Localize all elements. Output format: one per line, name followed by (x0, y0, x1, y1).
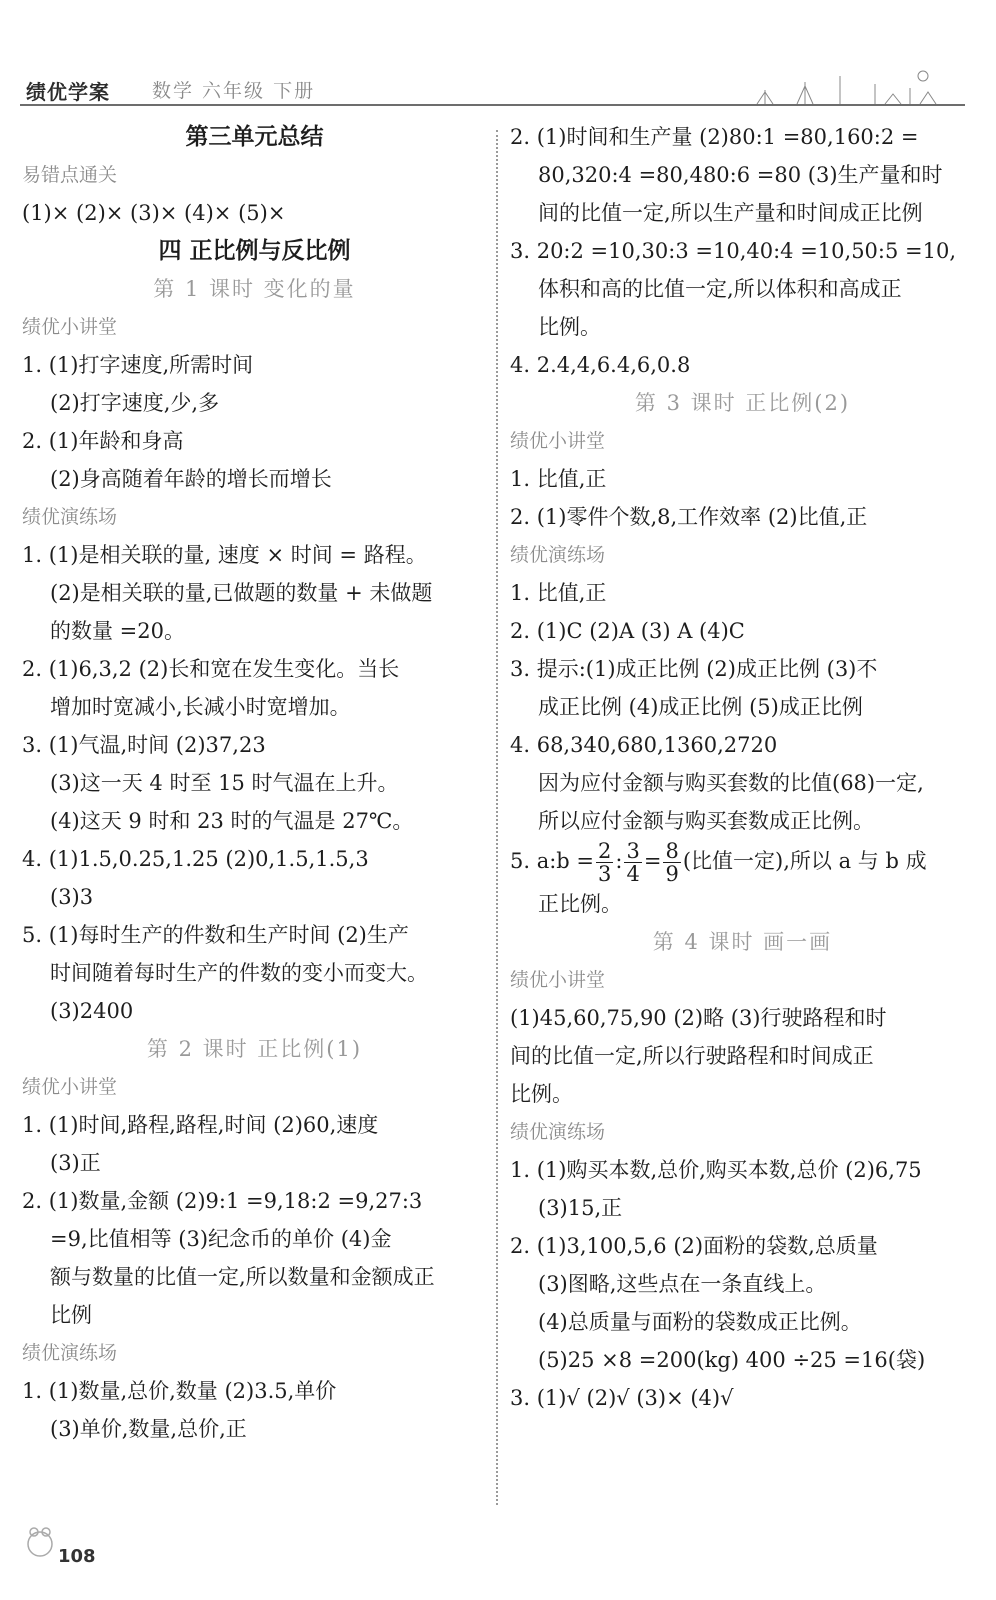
subsection-label: 绩优小讲堂 (510, 969, 606, 991)
book-brand: 绩优学案 (26, 80, 110, 104)
fraction (596, 840, 613, 885)
answer-line-indented: (3)正 (50, 1151, 101, 1175)
mascot-icon (20, 1520, 60, 1560)
subsection-label: 绩优小讲堂 (510, 430, 606, 452)
answer-line: 1. (1)时间,路程,路程,时间 (2)60,速度 (22, 1113, 379, 1137)
answer-line: 2. (1)C (2)A (3) A (4)C (510, 619, 745, 643)
answer-line: 1. 比值,正 (510, 581, 607, 605)
answer-line-indented: 比例 (50, 1303, 92, 1327)
answer-line: 1. (1)数量,总价,数量 (2)3.5,单价 (22, 1379, 337, 1403)
answer-line: (1)45,60,75,90 (2)略 (3)行驶路程和时 (510, 1006, 887, 1030)
lesson-heading: 第 2 课时 正比例(1) (146, 1037, 363, 1061)
answer-line: (1)× (2)× (3)× (4)× (5)× (22, 201, 286, 225)
answer-line: 1. (1)打字速度,所需时间 (22, 353, 254, 377)
subsection-label: 绩优小讲堂 (22, 1076, 118, 1098)
answer-line: 2. (1)时间和生产量 (2)80:1 =80,160:2 = (510, 125, 919, 149)
answer-line: 3. (1)√ (2)√ (3)× (4)√ (510, 1386, 734, 1410)
answer-line-indented: (2)打字速度,少,多 (50, 391, 220, 415)
answer-line-indented: (3)图略,这些点在一条直线上。 (538, 1272, 827, 1296)
page-number: 108 (58, 1546, 96, 1567)
answer-line: 1. (1)购买本数,总价,购买本数,总价 (2)6,75 (510, 1158, 922, 1182)
answer-line-indented: 因为应付金额与购买套数的比值(68)一定, (538, 771, 924, 795)
answer-line-indented: 比例。 (538, 315, 601, 339)
fraction-numerator: 8 (665, 839, 679, 863)
answer-line-indented: (2)是相关联的量,已做题的数量 + 未做题 (50, 581, 433, 605)
answer-line-indented: (3)2400 (50, 999, 134, 1023)
answer-line-indented: 80,320:4 =80,480:6 =80 (3)生产量和时 (538, 163, 943, 187)
subsection-label: 绩优演练场 (510, 544, 606, 566)
answer-line-indented: 的数量 =20。 (50, 619, 185, 643)
section-title: 第三单元总结 (185, 124, 324, 150)
answer-line: 4. (1)1.5,0.25,1.25 (2)0,1.5,1.5,3 (22, 847, 369, 871)
subsection-label: 易错点通关 (22, 164, 118, 186)
page-footer (20, 1520, 140, 1580)
answer-line-indented: 所以应付金额与购买套数成正比例。 (538, 809, 874, 833)
subsection-label: 绩优演练场 (22, 506, 118, 528)
right-column (510, 118, 975, 1417)
answer-line-indented: 正比例。 (538, 892, 622, 916)
header-rule (20, 104, 965, 106)
answer-line-indented: 时间随着每时生产的件数的变小而变大。 (50, 961, 428, 985)
answer-line: 4. 2.4,4,6.4,6,0.8 (510, 353, 691, 377)
answer-line-indented: 成正比例 (4)成正比例 (5)成正比例 (538, 695, 863, 719)
answer-line-indented: (3)这一天 4 时至 15 时气温在上升。 (50, 771, 399, 795)
fraction (663, 840, 680, 885)
subsection-label: 绩优演练场 (22, 1342, 118, 1364)
answer-line-indented: 增加时宽减小,长减小时宽增加。 (50, 695, 351, 719)
answer-line: 2. (1)零件个数,8,工作效率 (2)比值,正 (510, 505, 868, 529)
answer-line-fraction (510, 840, 975, 885)
fraction-denominator: 4 (626, 862, 640, 886)
answer-line: 3. 20:2 =10,30:3 =10,40:4 =10,50:5 =10, (510, 239, 957, 263)
answer-line-indented: (4)总质量与面粉的袋数成正比例。 (538, 1310, 862, 1334)
book-subject: 数学 六年级 下册 (152, 80, 316, 102)
fraction-numerator: 3 (626, 839, 640, 863)
lesson-heading: 第 4 课时 画一画 (652, 930, 833, 954)
answer-line: 5. (1)每时生产的件数和生产时间 (2)生产 (22, 923, 409, 947)
subsection-label: 绩优演练场 (510, 1121, 606, 1143)
answer-line-indented: (3)3 (50, 885, 94, 909)
lesson-heading: 第 1 课时 变化的量 (153, 277, 356, 301)
answer-line: 3. (1)气温,时间 (2)37,23 (22, 733, 266, 757)
answer-line: 2. (1)年龄和身高 (22, 429, 184, 453)
ratio-colon: : (615, 849, 623, 873)
section-title: 四 正比例与反比例 (158, 238, 351, 264)
answer-line-indented: 间的比值一定,所以生产量和时间成正比例 (538, 201, 923, 225)
answer-line-indented: 体积和高的比值一定,所以体积和高成正 (538, 277, 902, 301)
equals-sign: = (643, 849, 662, 873)
answer-line-indented: (3)单价,数量,总价,正 (50, 1417, 247, 1441)
fraction-denominator: 9 (665, 862, 679, 886)
answer-line-indented: =9,比值相等 (3)纪念币的单价 (4)金 (50, 1227, 392, 1251)
answer-line: 2. (1)3,100,5,6 (2)面粉的袋数,总质量 (510, 1234, 878, 1258)
column-divider (496, 130, 498, 1505)
answer-line: 4. 68,340,680,1360,2720 (510, 733, 778, 757)
answer-line-indented: (3)15,正 (538, 1196, 623, 1220)
fraction-prefix: 5. a:b = (510, 849, 595, 873)
answer-line-indented: (4)这天 9 时和 23 时的气温是 27℃。 (50, 809, 414, 833)
scenery-icon (745, 68, 955, 106)
lesson-heading: 第 3 课时 正比例(2) (634, 391, 851, 415)
fraction (624, 840, 641, 885)
answer-line-indented: (2)身高随着年龄的增长而增长 (50, 467, 332, 491)
answer-line: 2. (1)6,3,2 (2)长和宽在发生变化。当长 (22, 657, 400, 681)
answer-line: 2. (1)数量,金额 (2)9:1 =9,18:2 =9,27:3 (22, 1189, 423, 1213)
answer-line: 1. (1)是相关联的量, 速度 × 时间 = 路程。 (22, 543, 427, 567)
answer-line: 3. 提示:(1)成正比例 (2)成正比例 (3)不 (510, 657, 878, 681)
page-header (20, 68, 965, 108)
answer-line: 间的比值一定,所以行驶路程和时间成正 (510, 1044, 874, 1068)
fraction-denominator: 3 (598, 862, 612, 886)
fraction-numerator: 2 (598, 839, 612, 863)
subsection-label: 绩优小讲堂 (22, 316, 118, 338)
answer-line: 1. 比值,正 (510, 467, 607, 491)
answer-line-indented: (5)25 ×8 =200(kg) 400 ÷25 =16(袋) (538, 1348, 926, 1372)
fraction-suffix: (比值一定),所以 a 与 b 成 (682, 849, 927, 873)
answer-line: 比例。 (510, 1082, 573, 1106)
left-column (22, 118, 487, 1448)
answer-line-indented: 额与数量的比值一定,所以数量和金额成正 (50, 1265, 435, 1289)
